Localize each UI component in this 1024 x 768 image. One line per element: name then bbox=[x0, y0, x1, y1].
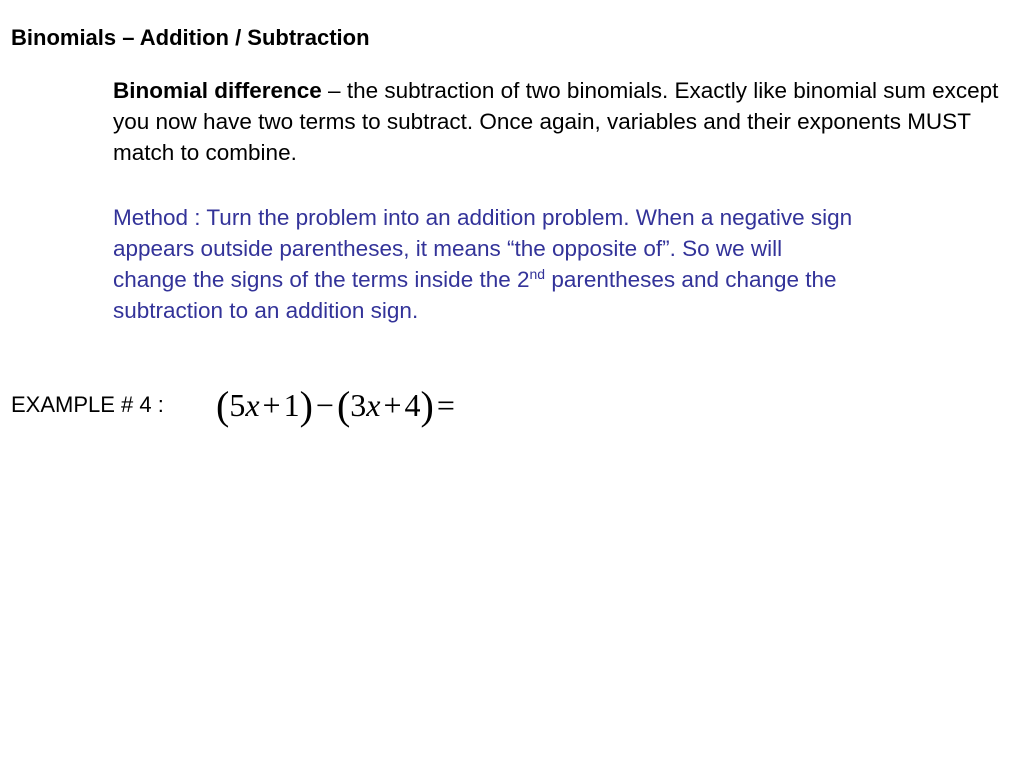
variable-1: x bbox=[245, 387, 260, 423]
variable-2: x bbox=[366, 387, 381, 423]
close-paren-2: ) bbox=[420, 383, 434, 428]
minus-operator: − bbox=[315, 387, 334, 423]
constant-1: 1 bbox=[283, 387, 300, 423]
definition-paragraph bbox=[113, 75, 1003, 168]
equals-sign: = bbox=[436, 387, 455, 423]
plus-operator-2: + bbox=[383, 387, 402, 423]
method-paragraph bbox=[113, 202, 853, 326]
method-text-part1: Method : Turn the problem into an addition problem. When a negative sign appears outside parentheses, it means “the opposite of”. So we will change the signs of the terms inside the 2 bbox=[113, 205, 853, 292]
example-label: EXAMPLE # 4 : bbox=[11, 392, 164, 417]
plus-operator-1: + bbox=[262, 387, 281, 423]
example-expression bbox=[216, 383, 458, 428]
constant-2: 4 bbox=[404, 387, 421, 423]
method-superscript: nd bbox=[529, 266, 546, 282]
close-paren-1: ) bbox=[299, 383, 313, 428]
coefficient-1: 5 bbox=[229, 387, 246, 423]
coefficient-2: 3 bbox=[350, 387, 367, 423]
open-paren-1: ( bbox=[216, 383, 230, 428]
method-text-part2: parentheses and change the subtraction to an addition sign. bbox=[113, 267, 837, 323]
slide-title: Binomials – Addition / Subtraction bbox=[11, 25, 370, 50]
definition-text: – the subtraction of two binomials. Exactly like binomial sum except you now have two terms to subtract. Once again, variables and their exponents MUST match to combine. bbox=[113, 78, 999, 165]
definition-term: Binomial difference bbox=[113, 78, 322, 103]
open-paren-2: ( bbox=[336, 383, 351, 428]
